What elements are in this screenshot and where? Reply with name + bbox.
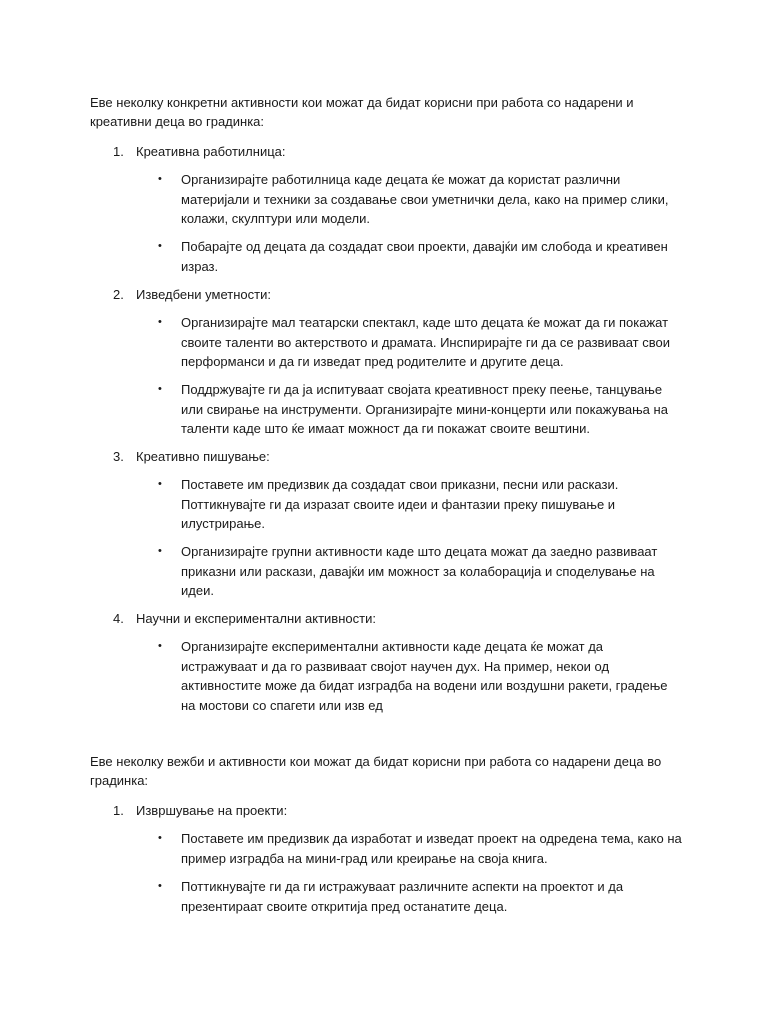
- bullet-text: Организирајте експериментални активности каде децата ќе можат да истражуваат и да го развиваат својот научен дух. На пример, некои од активностите може да бидат изградба на водени или воздушни ракети, градење на мостови со спагети или изв ед: [181, 639, 668, 713]
- bullet-text: Поддржувајте ги да ја испитуваат својата креативност преку пеење, танцување или свирање на инструменти. Организирајте мини-концерти или покажувања на таленти каде што ќе имаат можност да ги покажат своите вештини.: [181, 382, 668, 436]
- bullet-item: [158, 542, 683, 601]
- list-item-creative-writing: [113, 447, 673, 466]
- bullet-item: [158, 829, 683, 868]
- bullet-item: [158, 637, 683, 715]
- list-number: 4.: [113, 611, 124, 626]
- list-number: 2.: [113, 287, 124, 302]
- list-item-title: Изведбени уметности:: [136, 287, 271, 302]
- bullet-text: Организирајте мал театарски спектакл, каде што децата ќе можат да ги покажат своите таленти во актерството и драмата. Инспирирајте ги да се развиваат свои перформанси и да ги изведат пред родителите и другите деца.: [181, 315, 670, 369]
- section2-intro: Еве неколку вежби и активности кои можат да бидат корисни при работа со надарени деца во градинка:: [90, 754, 662, 788]
- list-item-performing-arts: [113, 285, 673, 304]
- bullet-icon: •: [158, 640, 162, 652]
- bullet-item: [158, 237, 683, 276]
- list-number: 3.: [113, 449, 124, 464]
- list-item-title: Креативно пишување:: [136, 449, 270, 464]
- bullet-icon: •: [158, 478, 162, 490]
- bullet-text: Поттикнувајте ги да ги истражуваат различните аспекти на проектот и да презентираат своите откритија пред останатите деца.: [181, 879, 624, 914]
- bullet-item: [158, 877, 683, 916]
- bullet-text: Организирајте групни активности каде што децата можат да заедно развиваат приказни или раскази, давајќи им можност за колаборација и споделување на идеи.: [181, 544, 658, 598]
- list-item-projects: [113, 801, 673, 820]
- bullet-item: [158, 380, 683, 439]
- bullet-icon: •: [158, 240, 162, 252]
- bullet-text: Побарајте од децата да создадат свои проекти, давајќи им слобода и креативен израз.: [181, 239, 668, 274]
- bullet-text: Поставете им предизвик да создадат свои приказни, песни или раскази. Поттикнувајте ги да изразат своите идеи и фантазии преку пишување и илустрирање.: [181, 477, 619, 531]
- bullet-icon: •: [158, 832, 162, 844]
- list-item-title: Креативна работилница:: [136, 144, 286, 159]
- list-number: 1.: [113, 803, 124, 818]
- bullet-icon: •: [158, 880, 162, 892]
- bullet-icon: •: [158, 173, 162, 185]
- bullet-text: Организирајте работилница каде децата ќе можат да користат различни материјали и техники за создавање свои уметнички дела, како на пример слики, колажи, скулптури или модели.: [181, 172, 669, 226]
- list-item-title: Научни и експериментални активности:: [136, 611, 376, 626]
- bullet-item: [158, 475, 683, 534]
- list-item-title: Извршување на проекти:: [136, 803, 288, 818]
- list-item-science-activities: [113, 609, 673, 628]
- list-number: 1.: [113, 144, 124, 159]
- bullet-icon: •: [158, 316, 162, 328]
- bullet-icon: •: [158, 383, 162, 395]
- bullet-item: [158, 313, 683, 372]
- list-item-creative-workshop: [113, 142, 673, 161]
- section1-intro: Еве неколку конкретни активности кои можат да бидат корисни при работа со надарени и креативни деца во градинка:: [90, 95, 634, 129]
- bullet-icon: •: [158, 545, 162, 557]
- bullet-text: Поставете им предизвик да изработат и изведат проект на одредена тема, како на пример изградба на мини-град или креирање на своја книга.: [181, 831, 682, 866]
- bullet-item: [158, 170, 683, 229]
